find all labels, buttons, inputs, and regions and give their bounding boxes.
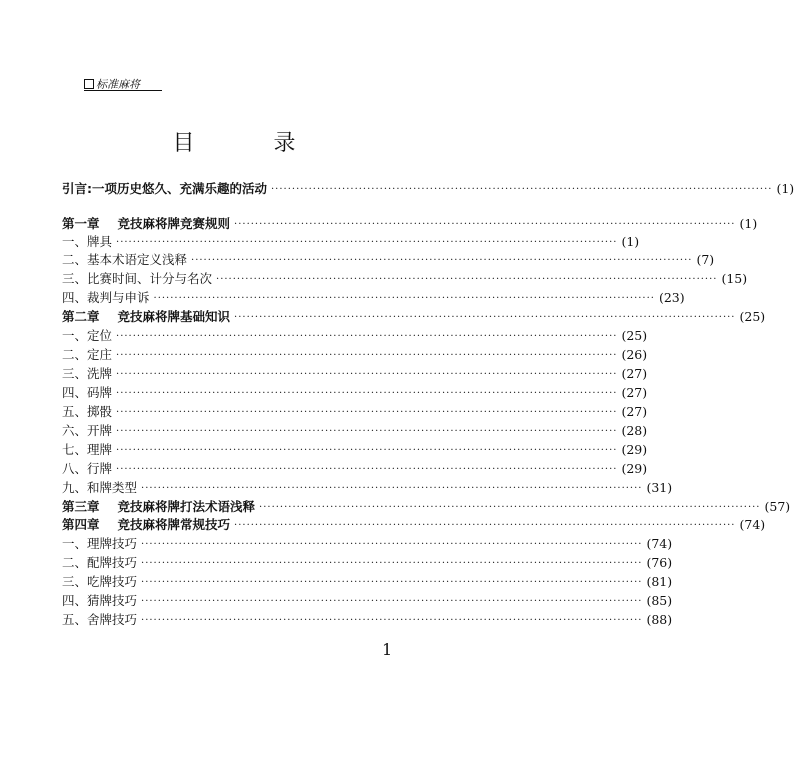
- running-header-text: 标准麻将: [96, 78, 140, 91]
- toc-section-row: [62, 441, 648, 459]
- dot-leader: ························································································································: [191, 255, 693, 266]
- toc-page-ref: (81): [646, 574, 673, 589]
- dot-leader: ························································································································: [216, 274, 718, 285]
- toc-chapter-title: 竞技麻将牌打法术语浅释: [117, 499, 256, 514]
- toc-section-row: [62, 535, 673, 553]
- toc-page-ref: (74): [646, 536, 673, 551]
- toc-page-ref: (31): [646, 480, 673, 495]
- toc-label: 引言:一项历史悠久、充满乐趣的活动: [62, 181, 267, 196]
- toc-label: 四、猜牌技巧: [62, 593, 138, 608]
- toc-label: 五、舍牌技巧: [62, 612, 138, 627]
- page-title: 目 录: [172, 131, 332, 156]
- square-icon: [84, 79, 94, 89]
- toc-page-ref: (27): [621, 404, 648, 419]
- toc-page-ref: (23): [658, 290, 685, 305]
- dot-leader: ························································································································: [271, 184, 773, 195]
- toc-label: 八、行牌: [62, 461, 113, 476]
- page-number: 1: [382, 640, 393, 659]
- dot-leader: ························································································································: [234, 312, 736, 323]
- toc-label: 一、定位: [62, 328, 113, 343]
- toc-section-row: [62, 365, 648, 383]
- toc-section-row: [62, 573, 673, 591]
- toc-page-ref: (15): [721, 271, 748, 286]
- toc-label: 二、定庄: [62, 347, 113, 362]
- toc-label: 九、和牌类型: [62, 480, 138, 495]
- toc-page-ref: (1): [739, 216, 758, 231]
- toc-chapter-row: [62, 498, 791, 516]
- toc-label: 一、理牌技巧: [62, 536, 138, 551]
- toc-chapter-title: 竞技麻将牌竞赛规则: [117, 216, 231, 231]
- dot-leader: ························································································································: [141, 483, 643, 494]
- toc-page-ref: (25): [739, 309, 766, 324]
- toc-section-row: [62, 422, 648, 440]
- toc-page-ref: (27): [621, 366, 648, 381]
- dot-leader: ························································································································: [116, 426, 618, 437]
- dot-leader: ························································································································: [116, 464, 618, 475]
- toc-section-row: [62, 346, 648, 364]
- header-rule: [84, 90, 162, 91]
- dot-leader: ························································································································: [141, 615, 643, 626]
- toc-page-ref: (1): [776, 181, 794, 196]
- toc-page-ref: (29): [621, 461, 648, 476]
- toc-chapter-row: [62, 308, 766, 326]
- toc-page-ref: (7): [696, 252, 715, 267]
- dot-leader: ························································································································: [153, 293, 655, 304]
- toc-section-row: [62, 554, 673, 572]
- toc-page-ref: (25): [621, 328, 648, 343]
- toc-page-ref: (1): [621, 234, 640, 249]
- toc-label: 四、裁判与申诉: [62, 290, 150, 305]
- toc-chapter-title: 竞技麻将牌常规技巧: [117, 517, 231, 532]
- dot-leader: ························································································································: [116, 331, 618, 342]
- toc-intro-row: [62, 180, 794, 198]
- dot-leader: ························································································································: [141, 577, 643, 588]
- dot-leader: ························································································································: [116, 350, 618, 361]
- dot-leader: ························································································································: [234, 219, 736, 230]
- dot-leader: ························································································································: [116, 237, 618, 248]
- toc-label: 二、配牌技巧: [62, 555, 138, 570]
- toc-page-ref: (85): [646, 593, 673, 608]
- toc-chapter-row: [62, 215, 758, 233]
- toc-label: 三、吃牌技巧: [62, 574, 138, 589]
- toc-label: 三、洗牌: [62, 366, 113, 381]
- toc-section-row: [62, 289, 685, 307]
- toc-label: 六、开牌: [62, 423, 113, 438]
- toc-page-ref: (76): [646, 555, 673, 570]
- dot-leader: ························································································································: [141, 539, 643, 550]
- toc-section-row: [62, 479, 673, 497]
- dot-leader: ························································································································: [141, 596, 643, 607]
- toc-section-row: [62, 460, 648, 478]
- toc-label: 七、理牌: [62, 442, 113, 457]
- toc-page-ref: (26): [621, 347, 648, 362]
- toc-label: 一、牌具: [62, 234, 113, 249]
- toc-section-row: [62, 233, 640, 251]
- toc-chapter-row: [62, 516, 766, 534]
- toc-page-ref: (88): [646, 612, 673, 627]
- dot-leader: ························································································································: [116, 407, 618, 418]
- toc-section-row: [62, 403, 648, 421]
- toc-section-row: [62, 251, 715, 269]
- dot-leader: ························································································································: [116, 369, 618, 380]
- toc-section-row: [62, 327, 648, 345]
- toc-section-row: [62, 270, 748, 288]
- toc-label: 二、基本术语定义浅释: [62, 252, 188, 267]
- toc-label: 五、掷骰: [62, 404, 113, 419]
- toc-section-row: [62, 611, 673, 629]
- toc-label: 三、比赛时间、计分与名次: [62, 271, 213, 286]
- dot-leader: ························································································································: [234, 520, 736, 531]
- toc-label: 四、码牌: [62, 385, 113, 400]
- toc-page-ref: (74): [739, 517, 766, 532]
- toc-label: 第二章: [62, 309, 100, 324]
- dot-leader: ························································································································: [141, 558, 643, 569]
- toc-section-row: [62, 384, 648, 402]
- toc-label: 第一章: [62, 216, 100, 231]
- toc-section-row: [62, 592, 673, 610]
- dot-leader: ························································································································: [116, 388, 618, 399]
- toc-page-ref: (28): [621, 423, 648, 438]
- toc-label: 第四章: [62, 517, 100, 532]
- toc-page-ref: (27): [621, 385, 648, 400]
- toc-label: 第三章: [62, 499, 100, 514]
- dot-leader: ························································································································: [259, 502, 761, 513]
- toc-chapter-title: 竞技麻将牌基础知识: [117, 309, 231, 324]
- dot-leader: ························································································································: [116, 445, 618, 456]
- toc-page-ref: (57): [764, 499, 791, 514]
- toc-page-ref: (29): [621, 442, 648, 457]
